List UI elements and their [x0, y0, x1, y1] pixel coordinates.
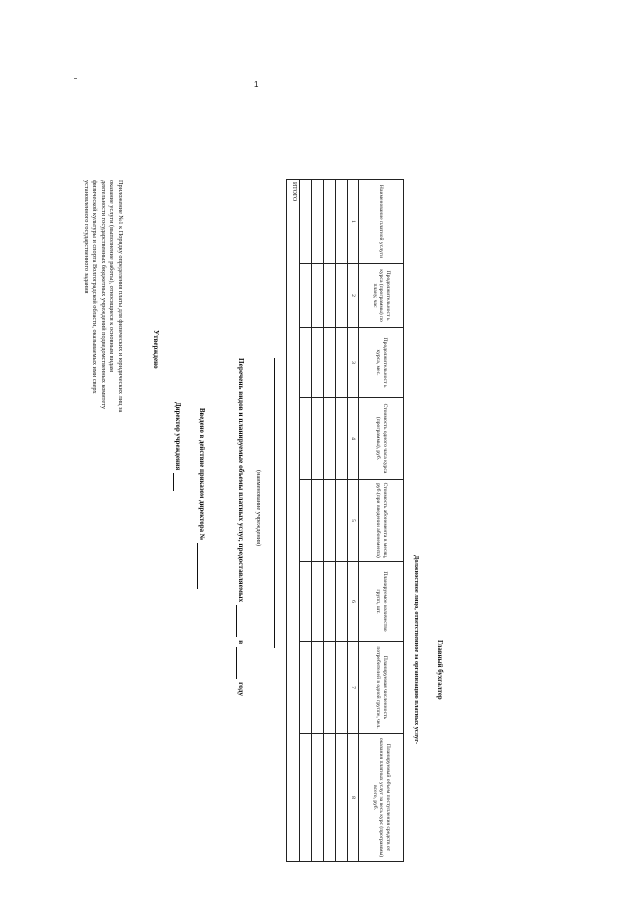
- chief-accountant-line: Главный бухгалтер: [436, 640, 443, 700]
- column-number: 1: [348, 180, 359, 264]
- empty-cell: [312, 264, 324, 328]
- column-number: 6: [348, 562, 359, 642]
- empty-cell: [300, 642, 312, 734]
- header-cell: Планируемое количество групп, шт.: [359, 562, 404, 642]
- total-label: ИТОГО: [287, 180, 300, 862]
- services-table: [286, 179, 404, 862]
- empty-cell: [324, 180, 336, 264]
- header-cell: Продолжительност ь курса, мес.: [359, 328, 404, 398]
- title-in: в: [237, 640, 246, 645]
- header-cell: Планируемая численность потребителей в одной группе, чел.: [359, 642, 404, 734]
- table-row: [324, 180, 336, 862]
- column-number: 5: [348, 480, 359, 562]
- empty-cell: [336, 734, 348, 862]
- empty-cell: [300, 264, 312, 328]
- column-number: 8: [348, 734, 359, 862]
- director-label: Директор учреждения: [174, 402, 181, 471]
- year-blank: [236, 647, 244, 679]
- empty-cell: [336, 642, 348, 734]
- empty-cell: [312, 480, 324, 562]
- appendix-text: [82, 180, 125, 412]
- empty-cell: [324, 480, 336, 562]
- empty-cell: [312, 398, 324, 480]
- table-row: [336, 180, 348, 862]
- empty-cell: [312, 180, 324, 264]
- empty-cell: [336, 562, 348, 642]
- empty-cell: [312, 734, 324, 862]
- appendix-line: Приложение №1 к Порядку определения платы для физических и юридических лиц за: [117, 180, 124, 413]
- header-cell: Стоимость одного часа курса (программы), руб.: [359, 398, 404, 480]
- empty-cell: [336, 328, 348, 398]
- empty-cell: [312, 642, 324, 734]
- enacted-label: Введено в действие приказом директора №: [198, 408, 205, 541]
- empty-cell: [324, 734, 336, 862]
- services-table-container: [280, 179, 404, 861]
- empty-cell: [324, 398, 336, 480]
- empty-cell: [312, 562, 324, 642]
- title-blank: [236, 605, 244, 637]
- institution-caption: (наименование учреждения): [255, 470, 262, 547]
- empty-cell: [300, 328, 312, 398]
- empty-cell: [336, 398, 348, 480]
- empty-cell: [336, 180, 348, 264]
- empty-cell: [336, 480, 348, 562]
- document-title: [236, 358, 246, 696]
- empty-cell: [324, 264, 336, 328]
- empty-cell: [312, 328, 324, 398]
- scan-mark: [74, 78, 77, 79]
- appendix-line: установленного государственного задания: [83, 180, 90, 294]
- table-row: [312, 180, 324, 862]
- director-signature-line: [173, 402, 182, 491]
- order-number-blank: [197, 543, 204, 589]
- column-number: 3: [348, 328, 359, 398]
- appendix-line: оказание услуги (выполнение работы), относящиеся к основным видам: [108, 180, 116, 372]
- column-number: 2: [348, 264, 359, 328]
- header-cell: Планируемый объем поступления средств от оказания платных услуг за весь курс (программы) всего, руб.: [359, 734, 404, 862]
- appendix-line: деятельности государственных бюджетных учреждений подведомственных комитету: [100, 180, 107, 410]
- signature-blank: [173, 473, 180, 491]
- empty-cell: [300, 734, 312, 862]
- empty-cell: [300, 180, 312, 264]
- institution-name-line: [274, 358, 275, 648]
- empty-cell: [300, 562, 312, 642]
- page-number: 1: [254, 80, 259, 89]
- header-cell: Наименование платной услуги: [359, 180, 404, 264]
- enacted-line: [197, 408, 206, 589]
- appendix-line: физической культуры и спорта Волгоградской области, оказываемых ими сверх: [91, 180, 99, 394]
- empty-cell: [300, 480, 312, 562]
- table-row: [300, 180, 312, 862]
- empty-cell: [300, 398, 312, 480]
- empty-cell: [324, 642, 336, 734]
- title-main: Перечень видов и планируемые объемы платных услуг, предоставляемых: [237, 358, 246, 603]
- header-cell: Продолжительност ь курса (программы) по плану, час: [359, 264, 404, 328]
- empty-cell: [324, 562, 336, 642]
- column-number: 4: [348, 398, 359, 480]
- responsible-official-line: Должностное лицо, ответственное за организацию платных услуг-: [413, 555, 420, 745]
- table-header-row: [359, 180, 404, 862]
- empty-cell: [336, 264, 348, 328]
- column-number: 7: [348, 642, 359, 734]
- total-row: [287, 180, 300, 862]
- title-year: году: [237, 682, 246, 697]
- approved-heading: Утверждено: [152, 330, 160, 369]
- column-number-row: [348, 180, 359, 862]
- empty-cell: [324, 328, 336, 398]
- header-cell: Стоимость абонемента в месяц, руб.(при введении абонемента): [359, 480, 404, 562]
